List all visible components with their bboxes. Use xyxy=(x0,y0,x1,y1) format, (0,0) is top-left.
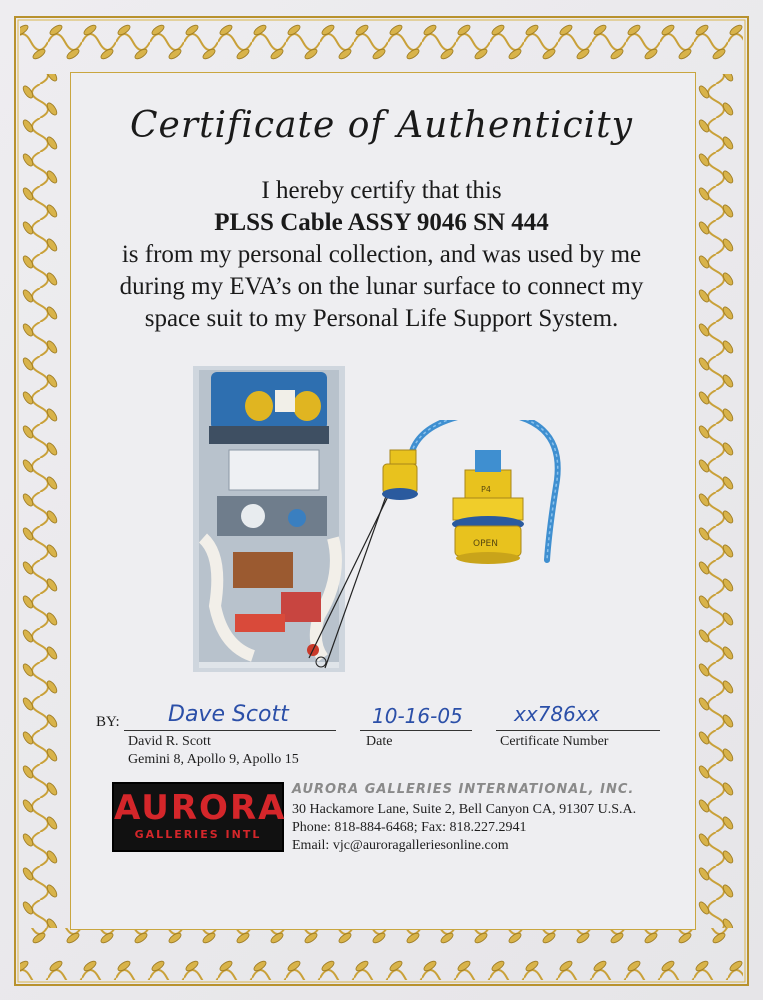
part-label-bottom: OPEN xyxy=(473,539,498,549)
plss-cable-assembly-photo xyxy=(295,420,595,680)
statement-line-4: space suit to my Personal Life Support System. xyxy=(144,305,619,332)
company-address: 30 Hackamore Lane, Suite 2, Bell Canyon CA, 91307 U.S.A. xyxy=(292,802,637,817)
statement-line-2: is from my personal collection, and was used by me xyxy=(121,241,642,268)
company-email: Email: vjc@auroragalleriesonline.com xyxy=(292,838,509,853)
certificate-title: Certificate of Authenticity xyxy=(130,105,633,146)
part-label-top: P4 xyxy=(481,485,491,494)
signature-line xyxy=(124,730,336,731)
company-name: AURORA GALLERIES INTERNATIONAL, INC. xyxy=(292,782,635,797)
company-phone-fax: Phone: 818-884-6468; Fax: 818.227.2941 xyxy=(292,820,527,835)
statement-line-3: during my EVA’s on the lunar surface to connect my xyxy=(119,273,644,300)
certificate-number-line xyxy=(496,730,660,731)
statement-line-1: I hereby certify that this xyxy=(261,177,502,204)
date-line xyxy=(360,730,472,731)
logo-subtitle: GALLERIES INTL xyxy=(134,828,262,841)
signature-script: Dave Scott xyxy=(168,702,289,727)
date-label: Date xyxy=(366,734,393,749)
certificate-number-value: xx786xx xyxy=(514,702,600,726)
by-label: BY: xyxy=(96,714,120,730)
certificate-statement xyxy=(0,175,763,335)
signature-block xyxy=(0,700,763,780)
date-value: 10-16-05 xyxy=(372,704,463,728)
certificate-number-label: Certificate Number xyxy=(500,734,609,749)
signer-missions: Gemini 8, Apollo 9, Apollo 15 xyxy=(128,752,299,767)
logo-word: AURORA xyxy=(114,788,287,828)
aurora-galleries-logo xyxy=(112,782,287,852)
item-designation: PLSS Cable ASSY 9046 SN 444 xyxy=(214,209,549,236)
signer-name: David R. Scott xyxy=(128,734,211,749)
